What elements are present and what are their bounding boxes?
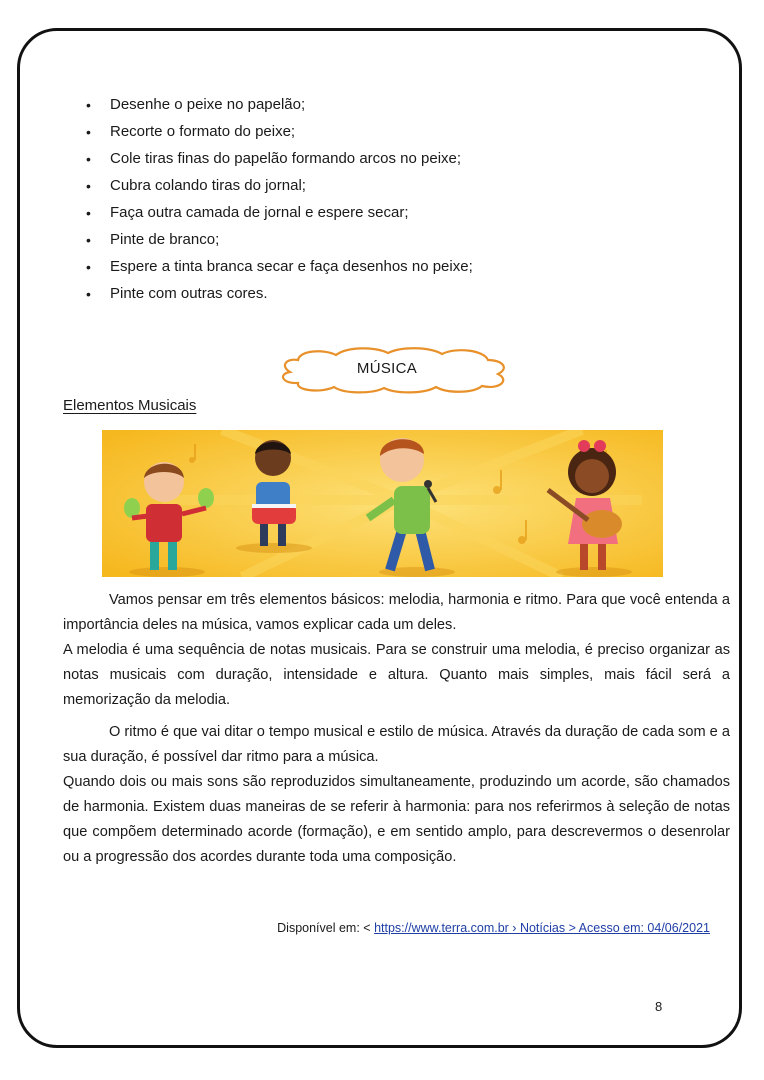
list-item: • Espere a tinta branca secar e faça desenhos no peixe; (86, 256, 473, 283)
list-item: • Pinte com outras cores. (86, 283, 473, 310)
list-item: • Recorte o formato do peixe; (86, 121, 473, 148)
page-number: 8 (655, 999, 663, 1014)
paragraph-ritmo: O ritmo é que vai ditar o tempo musical e estilo de música. Através da duração de cada som e a sua duração, é possível dar ritmo para a música. (63, 724, 730, 765)
paragraph-melodia: A melodia é uma sequência de notas musicais. Para se construir uma melodia, é preciso organizar as notas musicais com duração, intensidade e altura. Quanto mais simples, mais fácil será a memorização da melodia. (63, 642, 730, 708)
list-item: • Cubra colando tiras do jornal; (86, 175, 473, 202)
paragraph-harmonia: Quando dois ou mais sons são reproduzidos simultaneamente, produzindo um acorde, são chamados de harmonia. Existem duas maneiras de se referir à harmonia: para nos referirmos à seleção de notas que compõem determinado acorde (formação), e em sentido amplo, para descrevermos o desenrolar ou a progressão dos acordes durante toda uma composição. (63, 774, 730, 865)
kids-music-illustration (102, 430, 663, 577)
list-item: • Pinte de branco; (86, 229, 473, 256)
paragraph-intro: Vamos pensar em três elementos básicos: melodia, harmonia e ritmo. Para que você entenda a importância deles na música, vamos explicar cada um deles. (63, 592, 730, 633)
list-item: • Faça outra camada de jornal e espere secar; (86, 202, 473, 229)
list-item: • Desenhe o peixe no papelão; (86, 94, 473, 121)
source-prefix: Disponível em: < (277, 921, 371, 935)
section-title: Elementos Musicais (63, 397, 197, 414)
cloud-title: MÚSICA (356, 360, 418, 377)
source-citation (277, 921, 710, 935)
instructions-list (86, 94, 473, 310)
music-cloud-heading (278, 346, 514, 394)
list-item: • Cole tiras finas do papelão formando arcos no peixe; (86, 148, 473, 175)
source-link[interactable]: https://www.terra.com.br › Notícias > Acesso em: 04/06/2021 (374, 921, 710, 935)
